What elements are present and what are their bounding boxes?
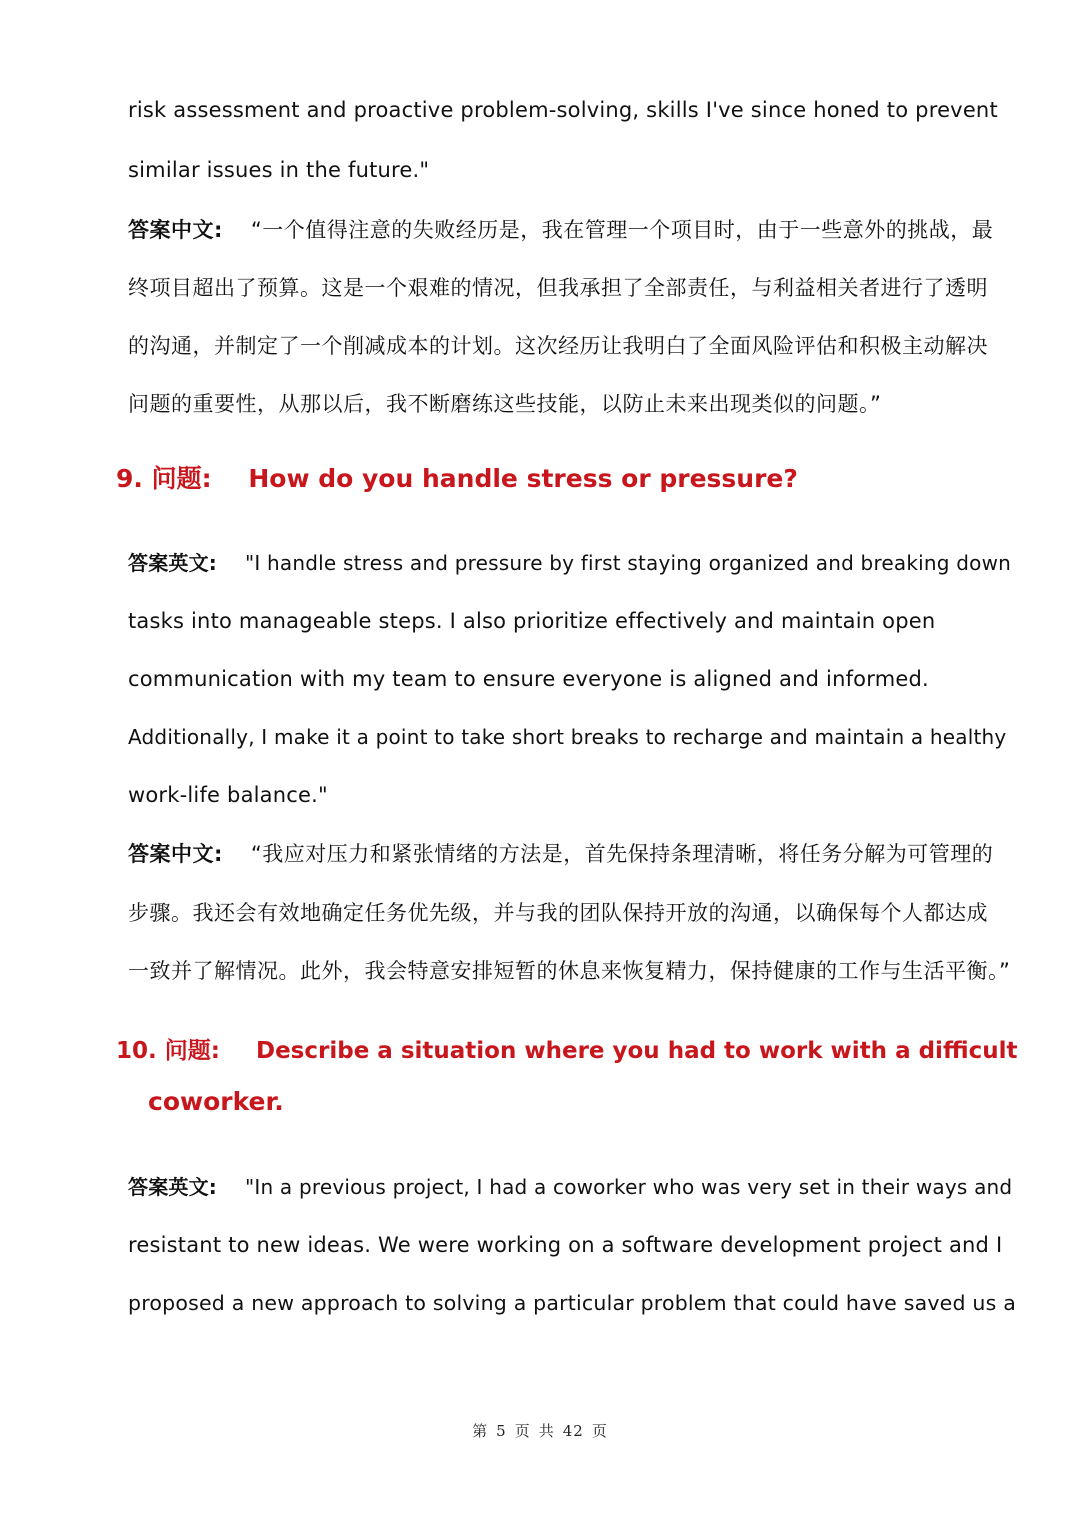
page-footer (0, 1420, 1080, 1441)
q10-question-text-1: Describe a situation where you had to work with a difficult (255, 1038, 1018, 1064)
q9-answer-zh-text-1: “我应对压力和紧张情绪的方法是，首先保持条理清晰，将任务分解为可管理的 (250, 842, 994, 866)
q10-answer-en-line-3: proposed a new approach to solving a particular problem that could have saved us a (128, 1291, 1016, 1315)
footer-total-unit: 页 (591, 1422, 608, 1440)
footer-total-prefix: 共 (538, 1422, 555, 1440)
q8-answer-en-line-1: risk assessment and proactive problem-solving, skills I've since honed to prevent (128, 98, 998, 122)
answer-en-label: 答案英文: (128, 1175, 217, 1199)
q10-heading (116, 1034, 1017, 1068)
q10-answer-en-line-2: resistant to new ideas. We were working on a software development project and I (128, 1233, 1003, 1257)
q10-question-label: 问题: (164, 1038, 220, 1064)
q8-answer-en-line-2: similar issues in the future." (128, 158, 430, 182)
q9-question-text: How do you handle stress or pressure? (248, 464, 798, 493)
q9-answer-en-line-2: tasks into manageable steps. I also prioritize effectively and maintain open (128, 609, 936, 633)
answer-zh-label: 答案中文: (128, 842, 223, 866)
footer-total-pages: 42 (562, 1422, 584, 1440)
footer-prefix: 第 (472, 1422, 489, 1440)
footer-page-number: 5 (496, 1422, 507, 1440)
q9-answer-zh-line-1 (128, 839, 1008, 869)
q8-answer-zh-line-2: 终项目超出了预算。这是一个艰难的情况，但我承担了全部责任，与利益相关者进行了透明 (128, 276, 988, 300)
q8-answer-zh-line-3: 的沟通，并制定了一个削减成本的计划。这次经历让我明白了全面风险评估和积极主动解决 (128, 334, 988, 358)
q8-answer-zh-text-1: “一个值得注意的失败经历是，我在管理一个项目时，由于一些意外的挑战，最 (250, 218, 994, 242)
q10-answer-en-line-1 (128, 1172, 1013, 1202)
q10-number: 10. (116, 1038, 157, 1064)
q9-answer-en-line-4: Additionally, I make it a point to take short breaks to recharge and maintain a healthy (128, 725, 1007, 749)
q10-heading-line-2: coworker. (148, 1087, 284, 1116)
q10-answer-en-text-1: "In a previous project, I had a coworker who was very set in their ways and (245, 1175, 1013, 1199)
q9-answer-en-text-1: "I handle stress and pressure by first staying organized and breaking down (245, 551, 1012, 575)
q9-question-label: 问题: (151, 464, 212, 493)
q9-answer-en-line-3: communication with my team to ensure everyone is aligned and informed. (128, 667, 929, 691)
q9-answer-zh-line-2: 步骤。我还会有效地确定任务优先级，并与我的团队保持开放的沟通，以确保每个人都达成 (128, 901, 988, 925)
answer-en-label: 答案英文: (128, 551, 217, 575)
q9-answer-zh-line-3: 一致并了解情况。此外，我会特意安排短暂的休息来恢复精力，保持健康的工作与生活平衡。” (128, 959, 1011, 983)
footer-page-unit: 页 (514, 1422, 531, 1440)
q9-answer-en-line-5: work-life balance." (128, 783, 328, 807)
q9-answer-en-line-1 (128, 548, 1012, 578)
q8-answer-zh-line-4: 问题的重要性，从那以后，我不断磨练这些技能，以防止未来出现类似的问题。” (128, 392, 882, 416)
q8-answer-zh-line-1 (128, 215, 1008, 245)
answer-zh-label: 答案中文: (128, 218, 223, 242)
q9-heading (116, 462, 798, 496)
q9-number: 9. (116, 464, 143, 493)
